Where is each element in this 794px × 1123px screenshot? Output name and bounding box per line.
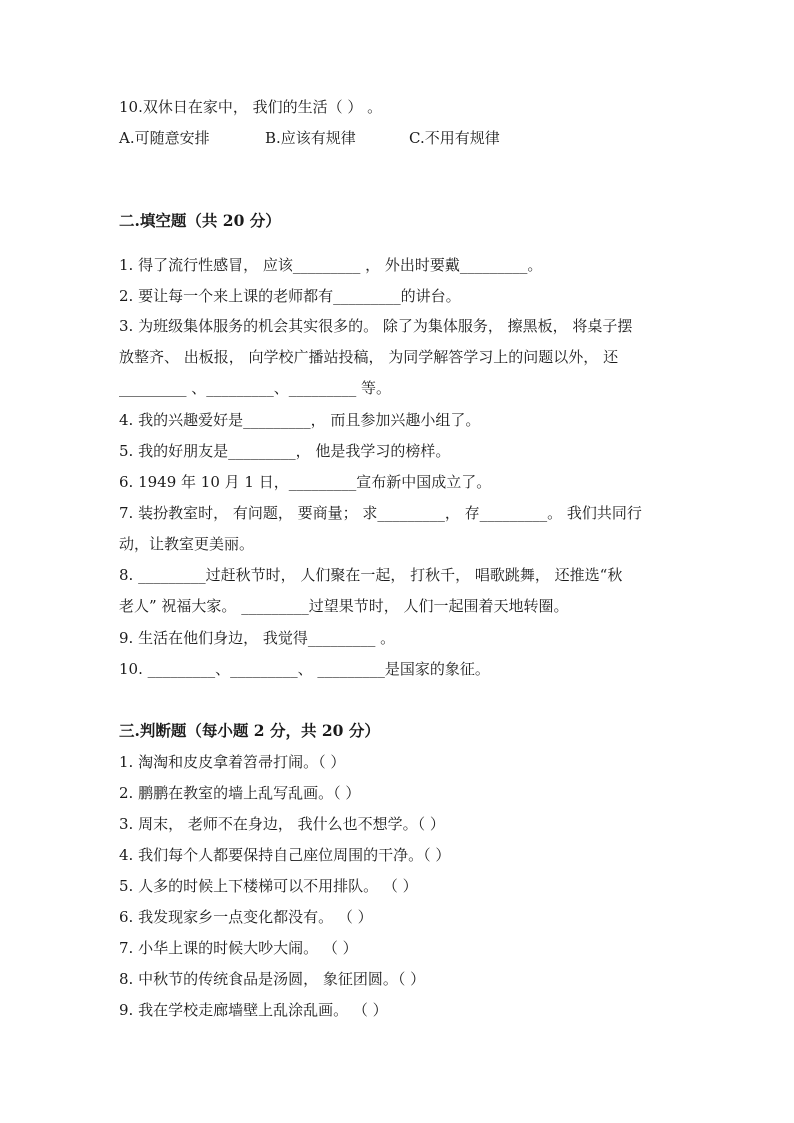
judge-line: 3. 周末， 老师不在身边， 我什么也不想学。（ ） xyxy=(119,815,445,833)
fill-line: 放整齐、 出板报， 向学校广播站投稿， 为同学解答学习上的问题以外， 还 xyxy=(119,348,619,366)
option-b: B.应该有规律 xyxy=(265,129,356,147)
judge-line: 7. 小华上课的时候大吵大闹。 （ ） xyxy=(119,939,358,957)
fill-line: 3. 为班级集体服务的机会其实很多的。 除了为集体服务， 擦黑板， 将桌子摆 xyxy=(119,317,633,335)
fill-line: 6. 1949 年 10 月 1 日，_________宣布新中国成立了。 xyxy=(119,473,492,491)
fill-line: 10. _________、_________、 _________是国家的象征。 xyxy=(119,660,490,678)
fill-line: _________ 、_________、_________ 等。 xyxy=(119,379,392,397)
judge-line: 1. 淘淘和皮皮拿着笤帚打闹。（ ） xyxy=(119,753,346,771)
fill-line: 动，让教室更美丽。 xyxy=(119,535,255,553)
fill-line: 2. 要让每一个来上课的老师都有_________的讲台。 xyxy=(119,287,461,305)
fill-line: 8. _________过赶秋节时， 人们聚在一起， 打秋千， 唱歌跳舞， 还推选“秋 xyxy=(119,566,623,584)
fill-line: 4. 我的兴趣爱好是_________， 而且参加兴趣小组了。 xyxy=(119,411,481,429)
q10-choice-stem: 10.双休日在家中， 我们的生活（ ） 。 xyxy=(119,98,383,116)
fill-line: 老人” 祝福大家。 _________过望果节时， 人们一起围着天地转圈。 xyxy=(119,597,569,615)
judge-line: 6. 我发现家乡一点变化都没有。 （ ） xyxy=(119,908,373,926)
judge-line: 9. 我在学校走廊墙壁上乱涂乱画。 （ ） xyxy=(119,1001,388,1019)
option-c: C.不用有规律 xyxy=(409,129,500,147)
q10-choice-options xyxy=(119,128,500,148)
judge-line: 5. 人多的时候上下楼梯可以不用排队。 （ ） xyxy=(119,877,418,895)
fill-line: 7. 装扮教室时， 有问题， 要商量； 求_________， 存_________。 我们共同行 xyxy=(119,504,642,522)
fill-line: 9. 生活在他们身边， 我觉得_________ 。 xyxy=(119,629,396,647)
judge-line: 2. 鹏鹏在教室的墙上乱写乱画。（ ） xyxy=(119,784,361,802)
judge-line: 8. 中秋节的传统食品是汤圆， 象征团圆。（ ） xyxy=(119,970,426,988)
judge-line: 4. 我们每个人都要保持自己座位周围的干净。（ ） xyxy=(119,846,451,864)
section2-title: 二.填空题（共 20 分） xyxy=(119,211,281,230)
section3-title: 三.判断题（每小题 2 分，共 20 分） xyxy=(119,721,380,740)
fill-line: 5. 我的好朋友是_________， 他是我学习的榜样。 xyxy=(119,442,451,460)
option-a: A.可随意安排 xyxy=(119,129,210,147)
fill-line: 1. 得了流行性感冒， 应该_________ ， 外出时要戴_________。 xyxy=(119,256,543,274)
